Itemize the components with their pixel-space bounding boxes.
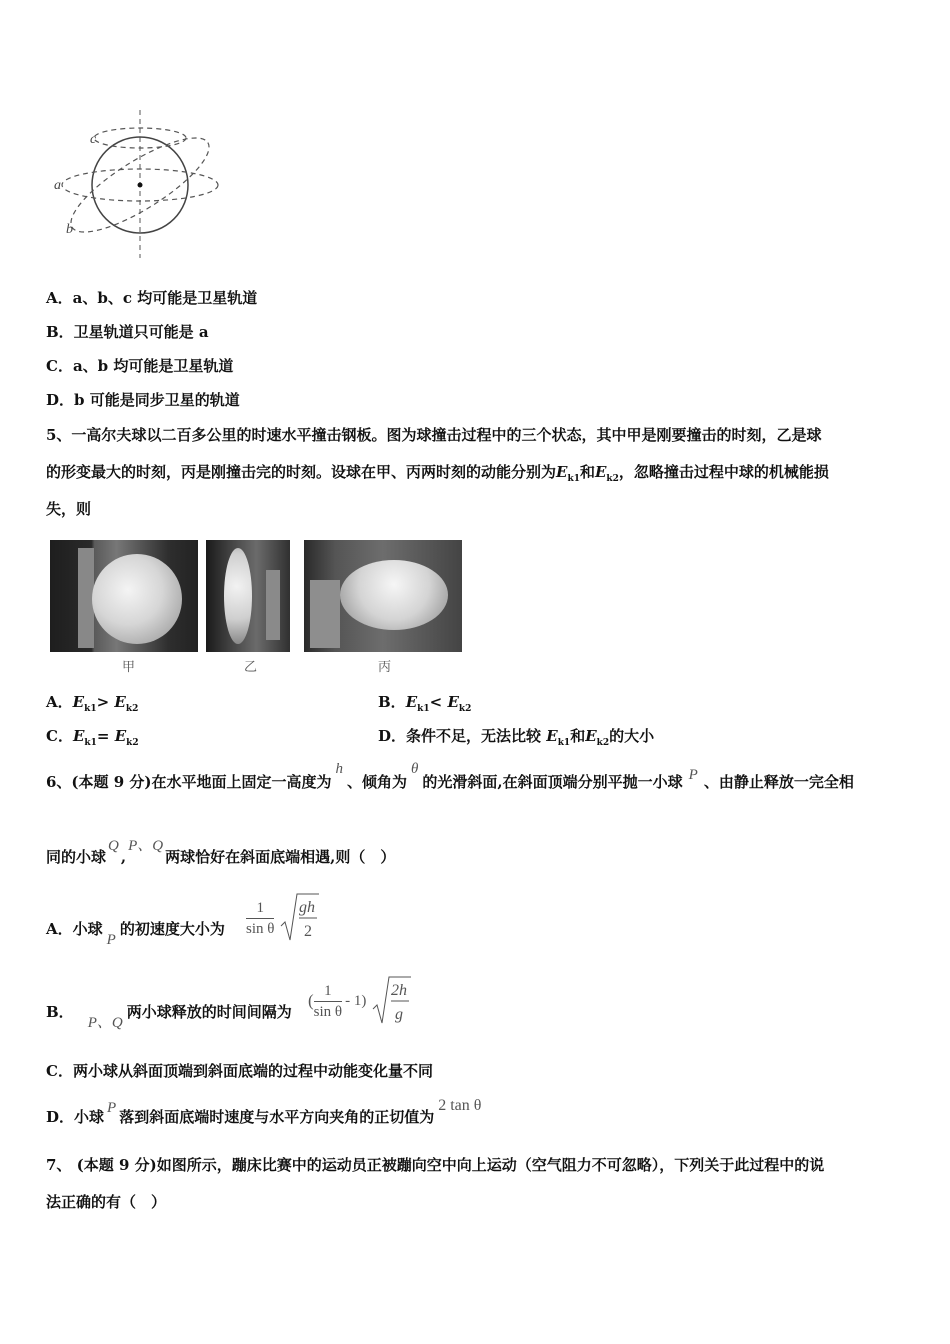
q6d-text2: 落到斜面底端时速度与水平方向夹角的正切值为 <box>119 1108 435 1126</box>
q6a-text2: 的初速度大小为 <box>119 920 225 938</box>
q5-stem-line2-post: ，忽略撞击过程中球的机械能损 <box>618 463 829 481</box>
earth-center <box>138 183 143 188</box>
q6b-den: sin θ <box>313 1003 343 1020</box>
q4-option-c: C．a、b 均可能是卫星轨道 <box>46 357 234 375</box>
q6-stem-line2 <box>46 838 396 867</box>
q6b-fraction <box>314 981 342 1022</box>
q5a-k1: k1 <box>84 704 97 714</box>
photo-jia <box>50 540 198 652</box>
q5d-and: 和 <box>570 727 586 745</box>
ek2-symbol: E <box>594 463 607 481</box>
q6b-pq: P、Q <box>87 1015 123 1031</box>
q5d-tail: 的大小 <box>609 727 655 745</box>
pq-symbol: P、Q <box>128 838 164 854</box>
photo-bing <box>304 540 462 652</box>
q-symbol: Q <box>108 838 119 854</box>
q6-line1-b: 、倾角为 <box>347 773 408 791</box>
q5a-k2: k2 <box>125 704 139 714</box>
q5d-e2: E <box>585 727 597 745</box>
q6-line1-c: 的光滑斜面,在斜面顶端分别平抛一小球 <box>422 773 683 791</box>
h-symbol: h <box>335 761 344 777</box>
q5a-e2: E <box>114 693 126 711</box>
orbit-figure <box>50 108 225 260</box>
q6a-two: 2 <box>304 923 313 940</box>
q5c-e2: E <box>114 727 127 745</box>
q6a-den: sin θ <box>246 920 275 937</box>
q6b-g: g <box>395 1006 404 1023</box>
q6-line1-a: 6、(本题 9 分)在水平地面上固定一高度为 <box>46 773 332 791</box>
q5-option-d <box>378 725 654 748</box>
q6b-paren: ( <box>308 991 314 1010</box>
q5a-op: > <box>96 693 110 711</box>
q5b-e2: E <box>447 693 459 711</box>
q5-option-b <box>378 691 471 714</box>
q5-option-d-label: D．条件不足，无法比较 <box>378 727 542 745</box>
q5-option-a <box>46 691 138 714</box>
q6-line2-a: 同的小球 <box>46 848 107 866</box>
q6b-sqrt <box>371 975 413 1027</box>
ek2-sub: k2 <box>606 474 619 484</box>
q6d-value: 2 tan θ <box>438 1097 482 1114</box>
q6a-sqrt <box>279 892 321 944</box>
q5b-e1: E <box>405 693 418 711</box>
p-symbol: P <box>688 767 698 783</box>
q6-option-a <box>46 918 225 948</box>
q7-stem-line2: 法正确的有（ ） <box>46 1193 167 1211</box>
q5b-k1: k1 <box>417 704 430 714</box>
q5b-k2: k2 <box>458 704 472 714</box>
q5c-k2: k2 <box>126 738 139 748</box>
theta-symbol: θ <box>411 761 419 777</box>
q5c-k1: k1 <box>84 738 97 748</box>
q6-line1-d: 、由静止释放一完全相 <box>703 773 854 791</box>
q5-option-b-label: B． <box>378 693 406 711</box>
photo-yi <box>206 540 290 652</box>
q5c-e1: E <box>72 727 85 745</box>
label-a: a <box>54 178 61 193</box>
q5-stem-line1: 5、一高尔夫球以二百多公里的时速水平撞击钢板。图为球撞击过程中的三个状态，其中甲是刚要撞击的时刻，乙是球 <box>46 426 822 444</box>
q6-option-d <box>46 1097 482 1127</box>
q6a-num: 1 <box>246 898 274 919</box>
q6-option-b <box>46 1001 292 1031</box>
q5d-k1: k1 <box>557 738 571 748</box>
ek1-sub: k1 <box>567 474 580 484</box>
q5-option-a-label: A． <box>46 693 73 711</box>
q4-option-a: A．a、b、c 均可能是卫星轨道 <box>46 289 258 307</box>
q6-stem-line1 <box>46 761 854 792</box>
q5-option-c <box>46 725 139 748</box>
label-b: b <box>66 222 73 237</box>
q6b-2h: 2h <box>391 982 408 999</box>
q7-stem-line1: 7、 (本题 9 分)如图所示，蹦床比赛中的运动员正被蹦向空中向上运动（空气阻力不可忽略），下列关于此过程中的说 <box>46 1156 825 1174</box>
q6b-text2: 两小球释放的时间间隔为 <box>126 1003 292 1021</box>
q5d-k2: k2 <box>596 738 610 748</box>
q6-comma: , <box>120 848 127 866</box>
caption-yi: 乙 <box>244 660 258 675</box>
q6b-text1: B． <box>46 1003 74 1021</box>
q6a-gh: gh <box>299 899 316 916</box>
ek1-symbol: E <box>556 463 568 481</box>
q5d-e1: E <box>546 727 558 745</box>
q6a-p: P <box>106 932 116 948</box>
q6b-formula <box>308 975 413 1027</box>
q6a-fraction <box>246 898 274 939</box>
label-c: c <box>90 132 97 147</box>
q5b-op: < <box>429 693 443 711</box>
q4-option-b: B．卫星轨道只可能是 a <box>46 323 209 341</box>
q5a-e1: E <box>72 693 85 711</box>
caption-jia: 甲 <box>122 660 136 675</box>
q6a-formula <box>246 892 321 944</box>
q6-line2-b: 两球恰好在斜面底端相遇,则（ ） <box>165 848 396 866</box>
q5-stem-line2 <box>46 461 829 484</box>
q6d-p: P <box>107 1100 117 1116</box>
q6-option-c: C．两小球从斜面顶端到斜面底端的过程中动能变化量不同 <box>46 1062 433 1080</box>
q5-option-c-label: C． <box>46 727 73 745</box>
and-text: 和 <box>579 463 595 481</box>
caption-bing: 丙 <box>378 660 392 675</box>
q6a-text1: A．小球 <box>46 920 103 938</box>
q5c-op: = <box>96 727 110 745</box>
q4-option-d: D．b 可能是同步卫星的轨道 <box>46 391 240 409</box>
q5-stem-line2-pre: 的形变最大的时刻，丙是刚撞击完的时刻。设球在甲、丙两时刻的动能分别为 <box>46 463 557 481</box>
q6b-num: 1 <box>314 981 342 1002</box>
q5-stem-line3: 失，则 <box>46 500 92 518</box>
q6d-text1: D．小球 <box>46 1108 105 1126</box>
q6b-minus-one: - 1) <box>345 992 367 1009</box>
